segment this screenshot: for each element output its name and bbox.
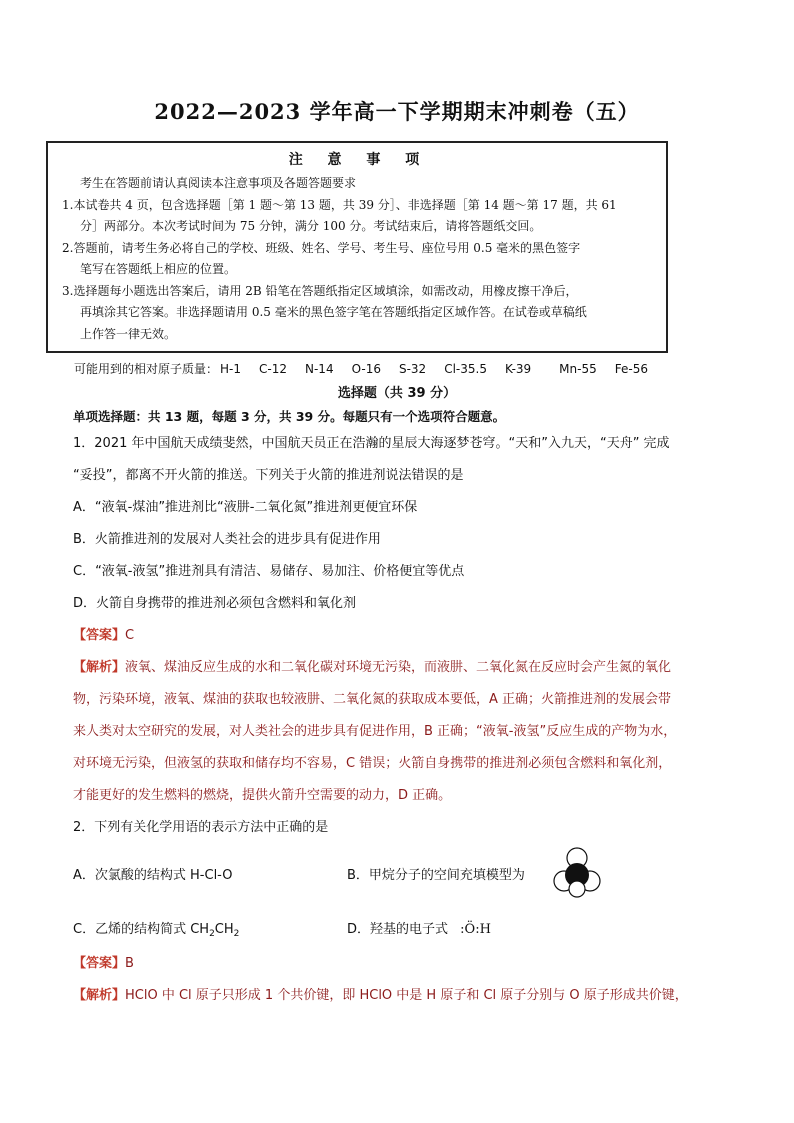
atomic-mass: C-12 — [259, 362, 287, 376]
q1-option-a: A．“液氧-煤油”推进剂比“液肼-二氧化氮”推进剂更便宜环保 — [73, 500, 418, 515]
q1-stem-line-1: 1．2021 年中国航天成绩斐然，中国航天员正在浩瀚的星辰大海逐梦苍穹。“天和”入九天，“天舟” 完成 — [73, 436, 670, 451]
q2-option-c — [73, 918, 239, 939]
q1-analysis-line-5: 才能更好的发生燃料的燃烧，提供火箭升空需要的动力，D 正确。 — [73, 788, 452, 803]
atomic-masses-label: 可能用到的相对原子质量： — [74, 362, 219, 376]
q1-analysis — [73, 652, 723, 812]
notice-item-2-line-1: 2.答题前，请考生务必将自己的学校、班级、姓名、学号、考生号、座位号用 0.5 毫米的黑色签字 — [62, 240, 581, 255]
q1-analysis-line-4: 对环境无污染，但液氢的获取和储存均不容易，C 错误；火箭自身携带的推进剂必须包含燃料和氧化剂， — [73, 756, 672, 771]
methane-space-filling-model — [553, 846, 601, 898]
q1-answer — [73, 620, 723, 652]
atomic-mass: Cl-35.5 — [444, 362, 487, 376]
q1-analysis-line-1: 液氧、煤油反应生成的水和二氧化碳对环境无污染，而液肼、二氧化氮在反应时会产生氮的氧化 — [125, 660, 672, 675]
answer-tag: 【答案】 — [73, 956, 126, 971]
atomic-masses — [74, 360, 666, 377]
notice-item-1-line-1: 1.本试卷共 4 页，包含选择题［第 1 题～第 13 题，共 39 分］、非选择题［第 14 题～第 17 题，共 61 — [62, 197, 617, 212]
analysis-tag: 【解析】 — [73, 988, 126, 1003]
subscript: 2 — [233, 929, 240, 939]
q2-option-a: A．次氯酸的结构式 H-Cl-O — [73, 868, 233, 883]
q1-stem-line-2: “妥投”，都离不开火箭的推送。下列关于火箭的推进剂说法错误的是 — [73, 468, 464, 483]
atomic-mass: H-1 — [220, 362, 242, 376]
atomic-mass: K-39 — [504, 362, 532, 376]
atomic-mass: S-32 — [398, 362, 427, 376]
subscript: 2 — [209, 929, 215, 939]
hydroxyl-electron-formula: :Ö:H — [460, 922, 491, 937]
section-title: 选择题（共 39 分） — [337, 386, 457, 401]
q1-option-d: D．火箭自身携带的推进剂必须包含燃料和氧化剂 — [73, 596, 357, 611]
q2-option-b: B．甲烷分子的空间充填模型为 — [347, 868, 525, 883]
answer-tag: 【答案】 — [73, 628, 126, 643]
q2-answer-block — [73, 948, 723, 1012]
q2-option-c-text: CH — [214, 922, 234, 937]
atomic-mass: Fe-56 — [614, 362, 648, 376]
notice-heading: 注 意 事 项 — [288, 152, 430, 168]
notice-item-3-line-2: 再填涂其它答案。非选择题请用 0.5 毫米的黑色签字笔在答题纸指定区域作答。在试卷或草稿纸 — [80, 305, 587, 319]
q1-analysis-line-2: 物，污染环境，液氧、煤油的获取也较液肼、二氧化氮的获取成本要低，A 正确；火箭推进剂的发展会带 — [73, 692, 672, 707]
section-instructions: 单项选择题：共 13 题，每题 3 分，共 39 分。每题只有一个选项符合题意。 — [73, 409, 506, 424]
answer-value: B — [125, 956, 134, 971]
q2-analysis — [73, 980, 723, 1012]
q1-option-b: B．火箭推进剂的发展对人类社会的进步具有促进作用 — [73, 532, 381, 547]
atomic-mass: O-16 — [351, 362, 381, 376]
notice-item-3-line-3: 上作答一律无效。 — [80, 326, 177, 341]
answer-value: C — [125, 628, 135, 643]
atomic-mass: N-14 — [305, 362, 334, 376]
q2-stem: 2．下列有关化学用语的表示方法中正确的是 — [73, 820, 329, 835]
question-1 — [73, 428, 723, 844]
notice-box — [46, 141, 668, 353]
q2-answer — [73, 948, 723, 980]
q2-option-d-text: D．羟基的电子式 — [347, 922, 449, 937]
page-title: 2022—2023 学年高一下学期期末冲刺卷（五） — [154, 99, 640, 124]
q2-option-d — [347, 918, 491, 937]
notice-intro: 考生在答题前请认真阅读本注意事项及各题答题要求 — [80, 176, 357, 190]
notice-item-3-line-1: 3.选择题每小题选出答案后，请用 2B 铅笔在答题纸指定区域填涂，如需改动，用橡皮擦干净后， — [62, 283, 578, 298]
notice-item-2-line-2: 笔写在答题纸上相应的位置。 — [80, 262, 237, 276]
analysis-tag: 【解析】 — [73, 660, 126, 675]
atomic-mass: Mn-55 — [559, 362, 597, 376]
q1-analysis-line-3: 来人类对太空研究的发展，对人类社会的进步具有促进作用，B 正确；“液氧-液氢”反应生成的产物为水， — [73, 724, 677, 739]
q1-option-c: C．“液氧-液氢”推进剂具有清洁、易储存、易加注、价格便宜等优点 — [73, 564, 465, 579]
q2-analysis-line-1: HClO 中 Cl 原子只形成 1 个共价键，即 HClO 中是 H 原子和 Cl 原子分别与 O 原子形成共价键， — [125, 988, 688, 1003]
notice-item-1-line-2: 分］两部分。本次考试时间为 75 分钟，满分 100 分。考试结束后，请将答题纸交回。 — [80, 219, 542, 233]
q2-option-c-text: C．乙烯的结构简式 CH — [73, 922, 210, 937]
